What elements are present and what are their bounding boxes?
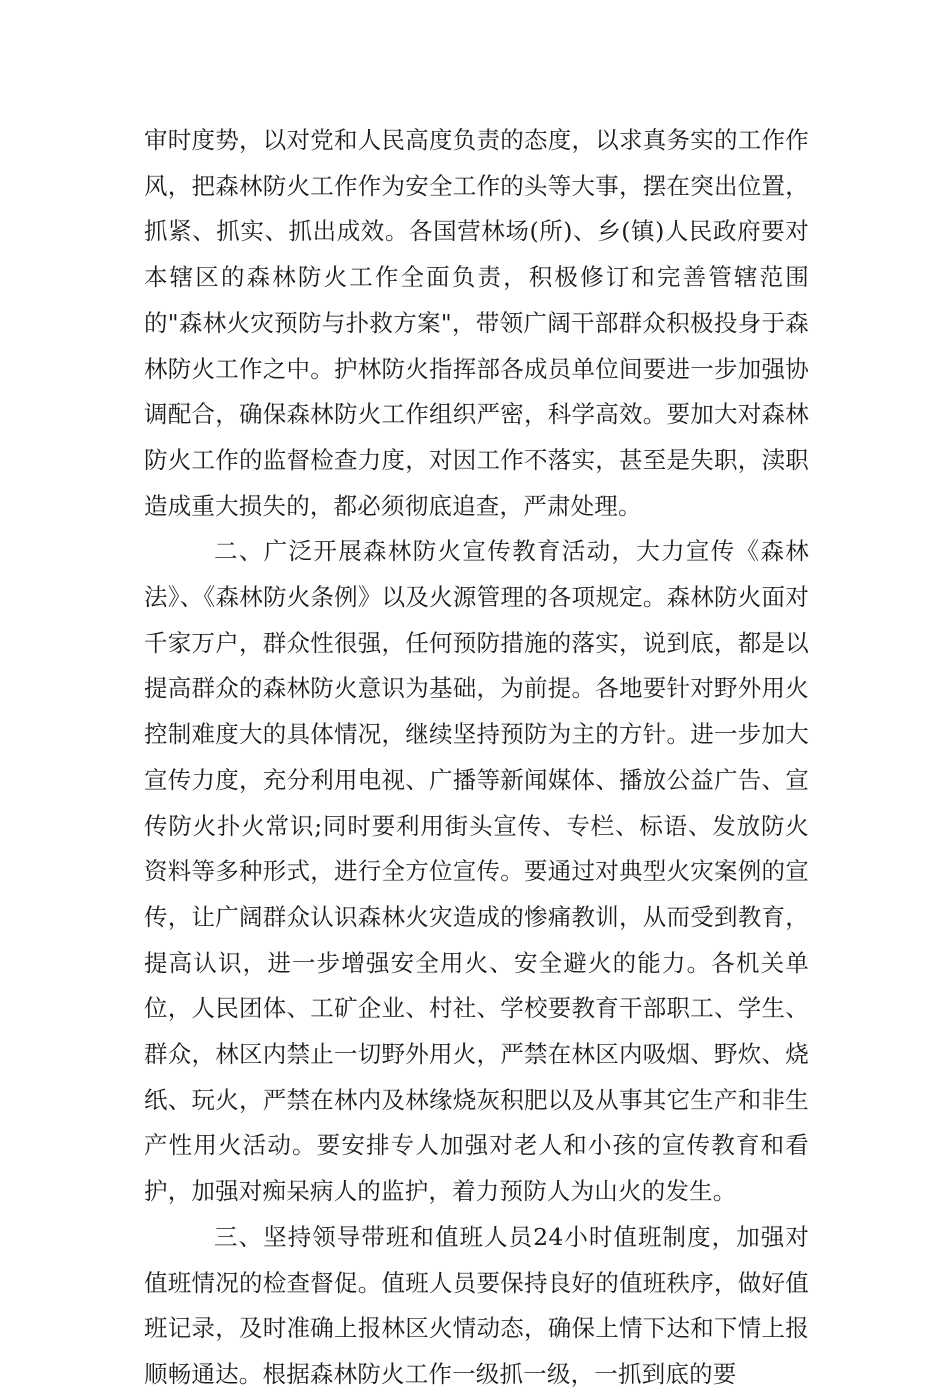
paragraph-section-two: 二、广泛开展森林防火宣传教育活动，大力宣传《森林法》、《森林防火条例》以及火源管理的各项规定。森林防火面对千家万户，群众性很强，任何预防措施的落实，说到底，都是以提高群众的森林防火意识为基础，为前提。各地要针对野外用火控制难度大的具体情况，继续坚持预防为主的方针。进一步加大宣传力度，充分利用电视、广播等新闻媒体、播放公益广告、宣传防火扑火常识;同时要利用街头宣传、专栏、标语、发放防火资料等多种形式，进行全方位宣传。要通过对典型火灾案例的宣传，让广阔群众认识森林火灾造成的惨痛教训，从而受到教育，提高认识，进一步增强安全用火、安全避火的能力。各机关单位，人民团体、工矿企业、村社、学校要教育干部职工、学生、群众，林区内禁止一切野外用火，严禁在林区内吸烟、野炊、烧纸、玩火，严禁在林内及林缘烧灰积肥以及从事其它生产和非生产性用火活动。要安排专人加强对老人和小孩的宣传教育和看护，加强对痴呆病人的监护，着力预防人为山火的发生。 bbox=[144, 537, 809, 1206]
document-body bbox=[144, 118, 809, 1398]
paragraph-section-three: 三、坚持领导带班和值班人员24小时值班制度，加强对值班情况的检查督促。值班人员要保持良好的值班秩序，做好值班记录，及时准确上报林区火情动态，确保上情下达和下情上报顺畅通达。根据森林防火工作一级抓一级，一抓到底的要 bbox=[144, 1222, 809, 1388]
paragraph-continuation: 审时度势，以对党和人民高度负责的态度，以求真务实的工作作风，把森林防火工作作为安全工作的头等大事，摆在突出位置，抓紧、抓实、抓出成效。各国营林场(所)、乡(镇)人民政府要对本辖区的森林防火工作全面负责，积极修订和完善管辖范围的"森林火灾预防与扑救方案"，带领广阔干部群众积极投身于森林防火工作之中。护林防火指挥部各成员单位间要进一步加强协调配合，确保森林防火工作组织严密，科学高效。要加大对森林防火工作的监督检查力度，对因工作不落实，甚至是失职，渎职造成重大损失的，都必须彻底追查，严肃处理。 bbox=[144, 126, 809, 520]
